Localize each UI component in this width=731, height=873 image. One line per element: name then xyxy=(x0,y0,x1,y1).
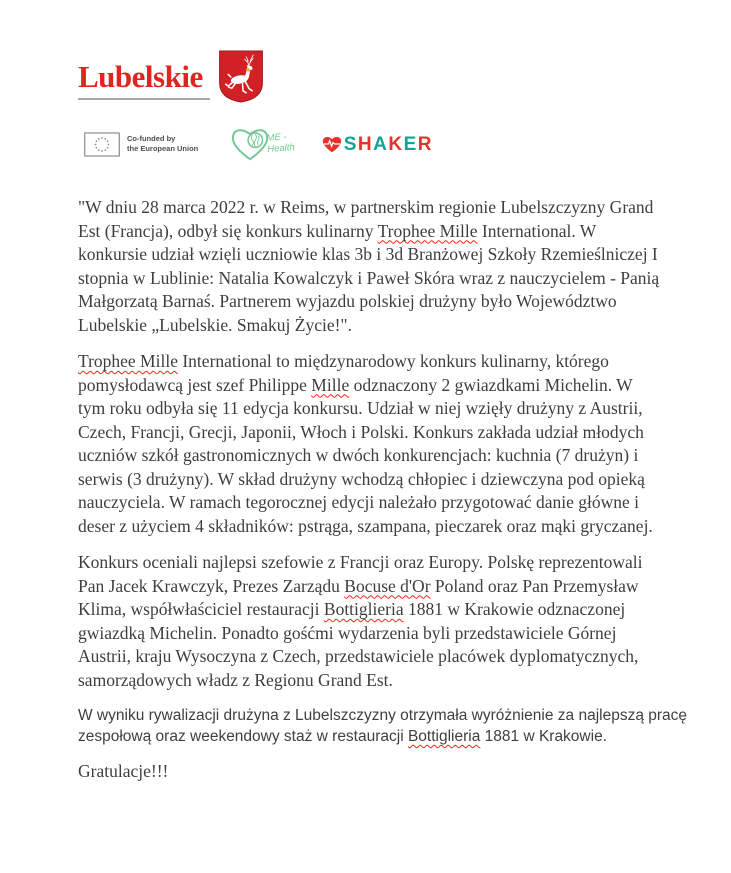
shaker-letter: S xyxy=(343,133,358,155)
misspelled-word: Trophee Mille xyxy=(377,220,478,241)
eu-cofunded-logo[interactable] xyxy=(84,132,198,157)
paragraph-competition xyxy=(78,350,663,538)
eu-cofunded-line2: the European Union xyxy=(127,144,199,153)
text-segment: Poland oraz Pan Przemysław Klima, współwłaściciel restauracji xyxy=(78,575,639,619)
eu-cofunded-label xyxy=(127,134,198,154)
shaker-letter: H xyxy=(357,133,374,155)
me-health-line2: Health xyxy=(267,142,296,155)
shaker-logo[interactable] xyxy=(321,134,433,154)
text-segment: International to międzynarodowy konkurs kulinarny, którego pomysłodawcą jest szef Philippe xyxy=(78,351,609,395)
eu-cofunded-line1: Co-funded by xyxy=(127,134,176,144)
me-health-label xyxy=(267,132,296,156)
misspelled-word: Trophee Mille xyxy=(78,351,178,371)
paragraph-result xyxy=(78,705,718,747)
shaker-letter: E xyxy=(403,133,418,155)
text-segment: 1881 w Krakowie. xyxy=(480,728,607,745)
paragraph-intro xyxy=(78,196,663,337)
text-segment: odznaczony 2 gwiazdkami Michelin. W tym roku odbyła się 11 edycja konkursu. Udział w niej wzięły drużyny z Austrii, Czech, Francji, Grecji, Japonii, Włoch i Polski. Konkurs zakłada udział młodych uczniów szkół gastronomicznych w dwóch konkurencjach: kuchnia (7 drużyn) i serwis (3 drużyny). W skład drużyny wchodzą chłopiec i dziewczyna pod opieką nauczyciela. W ramach tegorocznej edycji należało przygotować danie główne i deser z użyciem 4 składników: pstrąga, szampana, pieczarek oraz mąki gryczanej. xyxy=(78,374,653,536)
misspelled-word: Bottiglieria xyxy=(407,728,481,745)
shaker-letter: R xyxy=(417,133,434,155)
congratulations-text xyxy=(78,760,663,784)
misspelled-word: Bottiglieria xyxy=(323,599,404,619)
shaker-letter: K xyxy=(388,133,404,155)
lubelskie-logo-text-block xyxy=(78,50,210,100)
text-segment: International. W konkursie udział wzięli uczniowie klas 3b i 3d Branżowej Szkoły Rzemieślniczej I stopnia w Lublinie: Natalia Kowalczyk i Paweł Skóra wraz z nauczycielem - Panią Małgorzatą Barnaś. Partnerem wyjazdu polskiej drużyny było Województwo Lubelskie „Lubelskie. Smakuj Życie!". xyxy=(78,220,660,335)
shaker-letter: A xyxy=(373,133,389,155)
lubelskie-crest-icon xyxy=(218,50,264,103)
eu-flag-icon xyxy=(84,132,120,157)
text-segment: Konkurs oceniali najlepsi szefowie z Francji oraz Europy. Polskę reprezentowali Pan Jacek Krawczyk, Prezes Zarządu xyxy=(78,552,643,596)
text-segment: Gratulacje!!! xyxy=(78,761,169,781)
text-segment: W wyniku rywalizacji drużyna z Lubelszczyzny otrzymała wyróżnienie za najlepszą pracę zespołową oraz weekendowy staż w restauracji xyxy=(78,707,688,745)
lubelskie-logo-text: Lubelskie xyxy=(78,59,203,94)
shaker-logo-text xyxy=(344,135,433,154)
text-segment: 1881 w Krakowie odznaczonej gwiazdką Michelin. Ponadto gośćmi wydarzenia byli przedstawiciele Górnej Austrii, kraju Wysoczyna z Czech, przedstawiciele placówek dyplomatycznych, samorządowych władz z Regionu Grand Est. xyxy=(78,599,639,690)
text-segment: "W dniu 28 marca 2022 r. w Reims, w partnerskim regionie Lubelszczyzny Grand Est (Francja), odbył się konkurs kulinarny xyxy=(78,197,654,241)
paragraph-jury xyxy=(78,551,663,692)
heart-pulse-icon xyxy=(321,134,343,154)
me-health-logo[interactable] xyxy=(228,125,294,163)
misspelled-word: Bocuse d'Or xyxy=(344,575,431,596)
lubelskie-logo[interactable] xyxy=(78,50,264,103)
lubelskie-logo-underline xyxy=(78,98,210,100)
heart-brain-icon xyxy=(228,125,272,163)
article-body xyxy=(78,196,723,797)
misspelled-word: Mille xyxy=(311,374,350,395)
me-health-line1: ME - xyxy=(266,131,288,145)
partner-logos xyxy=(84,124,433,164)
